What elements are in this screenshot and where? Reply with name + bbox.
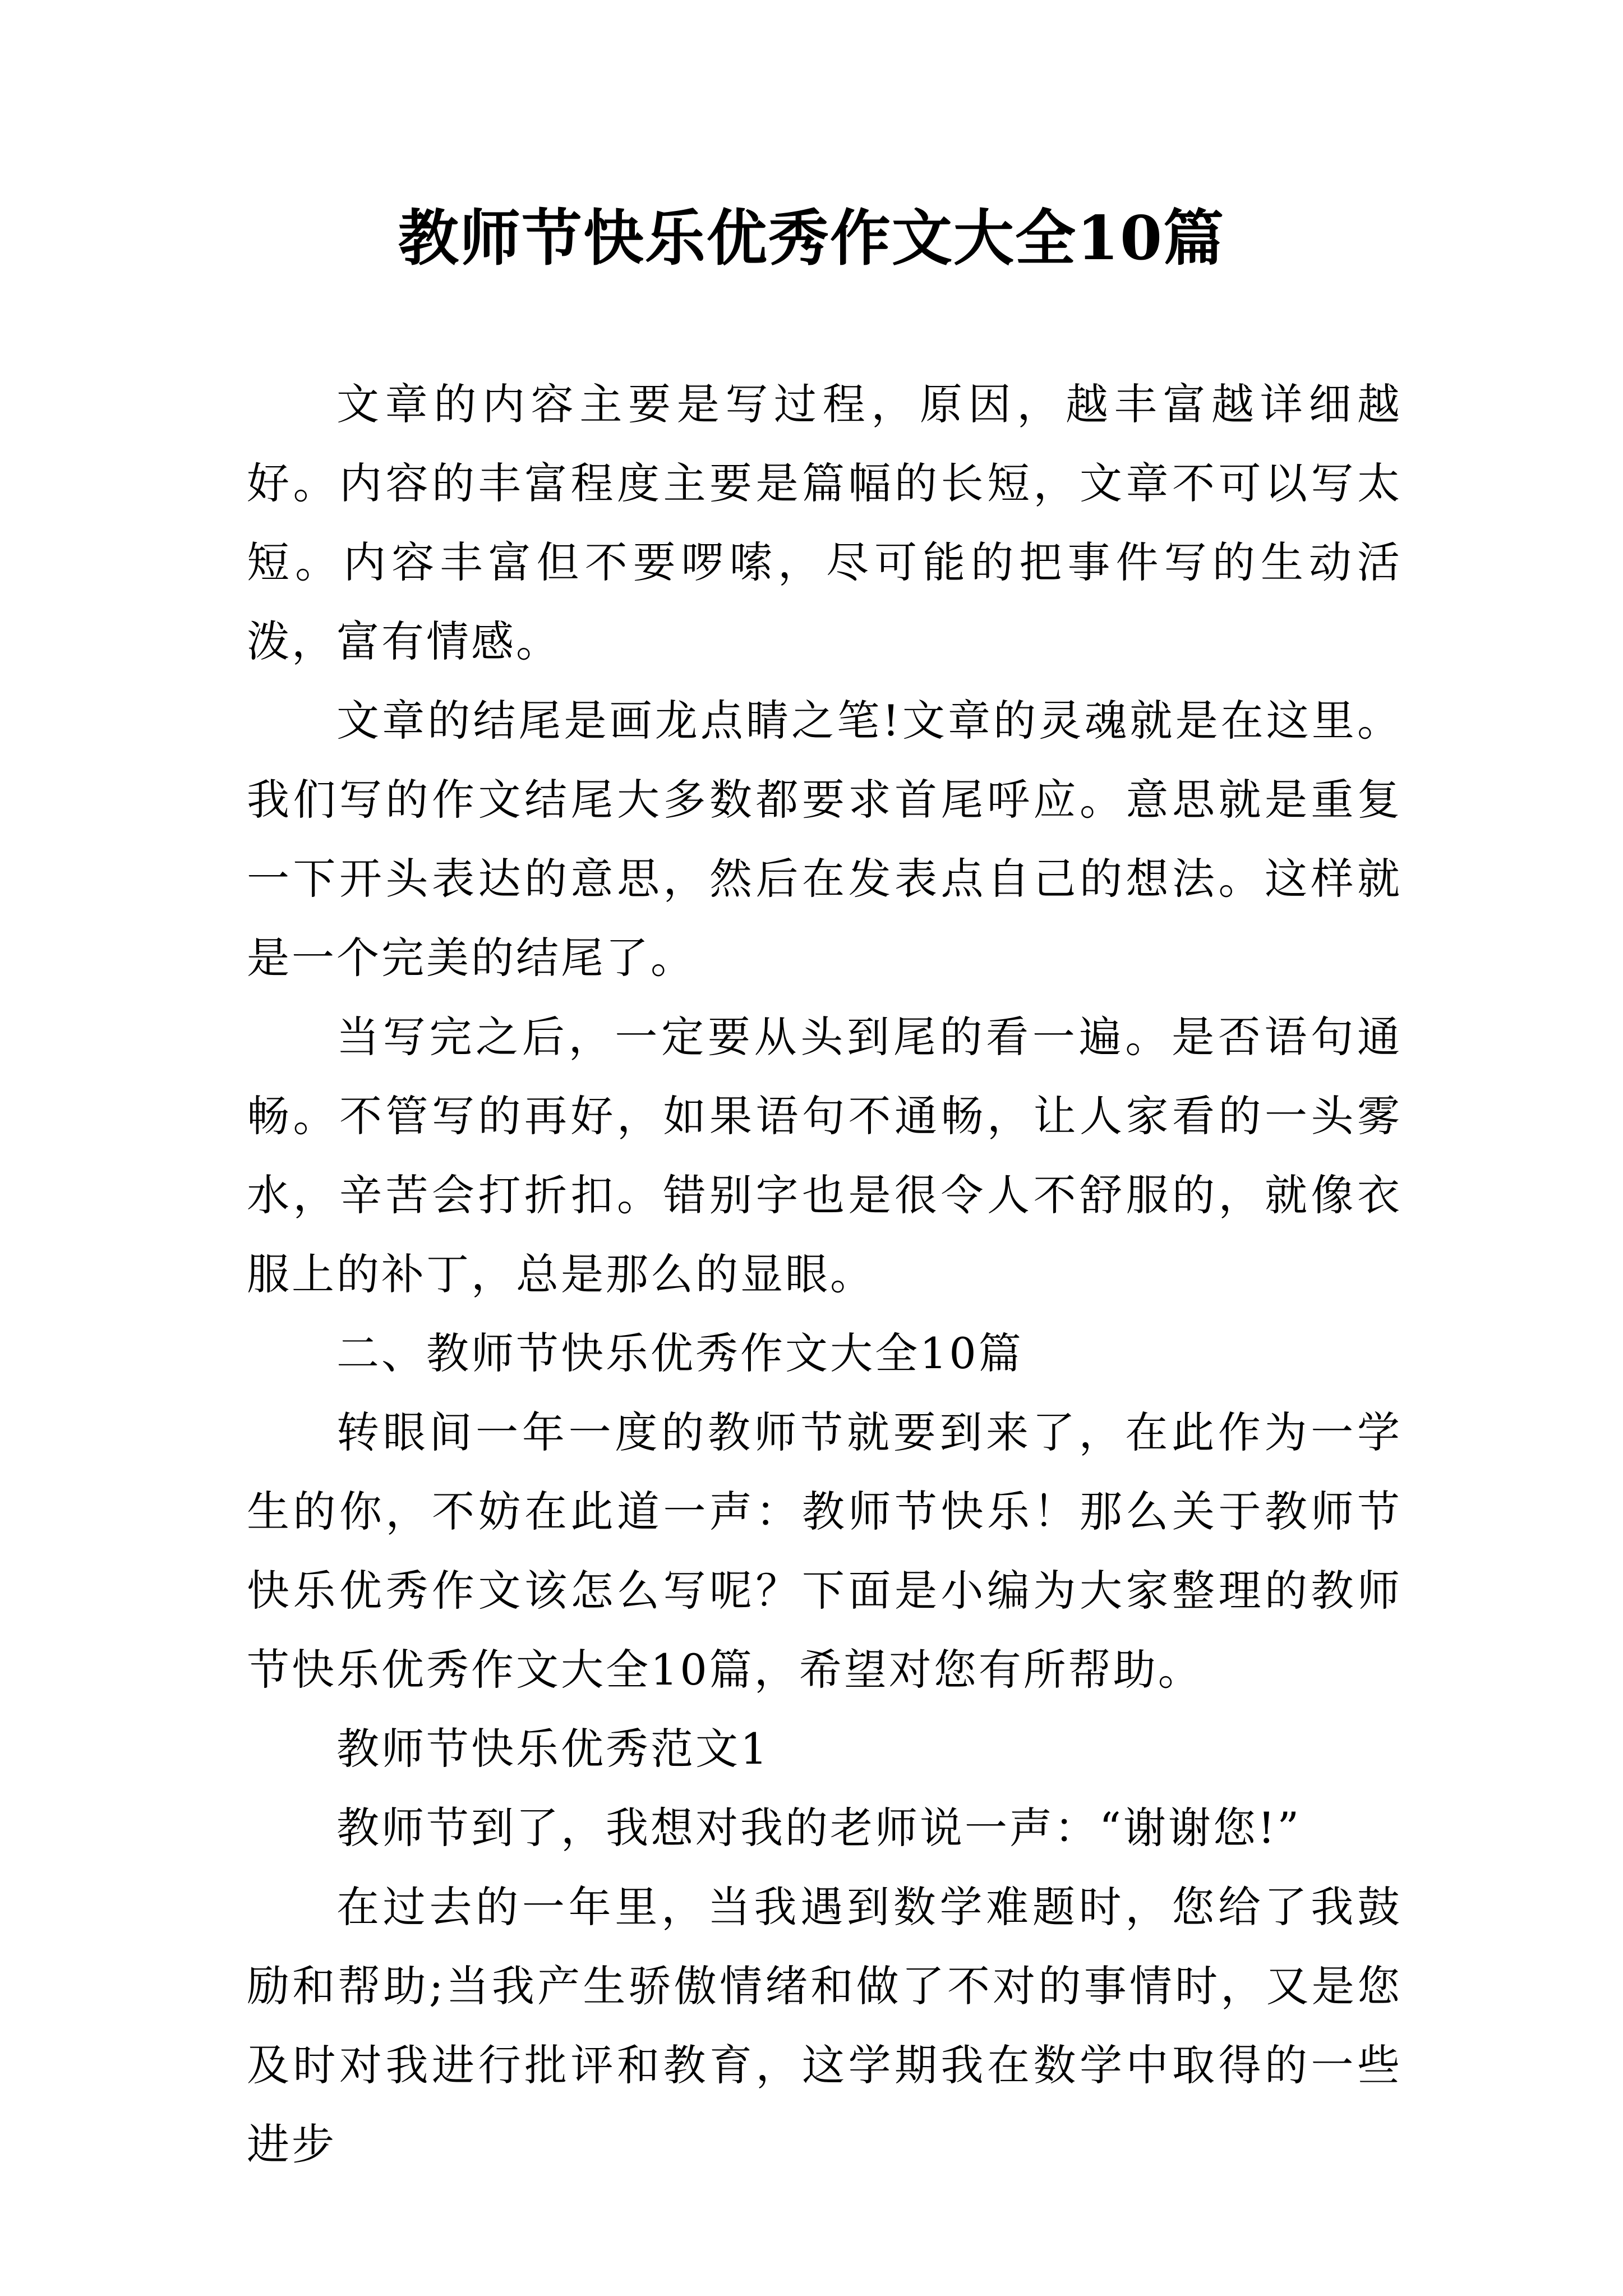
- paragraph-4: 转眼间一年一度的教师节就要到来了，在此作为一学生的你，不妨在此道一声：教师节快乐！那么关于教师节快乐优秀作文该怎么写呢？下面是小编为大家整理的教师节快乐优秀作文大全10篇，希望对您有所帮助。: [247, 1407, 1402, 1695]
- paragraph-5: 教师节到了，我想对我的老师说一声：“谢谢您!”: [336, 1803, 1302, 1853]
- paragraph-6: 在过去的一年里，当我遇到数学难题时，您给了我鼓励和帮助;当我产生骄傲情绪和做了不对的事情时，又是您及时对我进行批评和教育，这学期我在数学中取得的一些进步: [247, 1882, 1402, 2169]
- document-body: [247, 365, 1402, 2184]
- subheading-sample-1: 教师节快乐优秀范文1: [336, 1724, 770, 1774]
- paragraph-1: 文章的内容主要是写过程，原因，越丰富越详细越好。内容的丰富程度主要是篇幅的长短，文章不可以写太短。内容丰富但不要啰嗦，尽可能的把事件写的生动活泼，富有情感。: [247, 379, 1402, 666]
- section-heading: 二、教师节快乐优秀作文大全10篇: [336, 1328, 1023, 1378]
- document-title: 教师节快乐优秀作文大全10篇: [398, 203, 1225, 274]
- paragraph-3: 当写完之后，一定要从头到尾的看一遍。是否语句通畅。不管写的再好，如果语句不通畅，让人家看的一头雾水，辛苦会打折扣。错别字也是很令人不舒服的，就像衣服上的补丁，总是那么的显眼。: [247, 1012, 1402, 1299]
- paragraph-2: 文章的结尾是画龙点睛之笔!文章的灵魂就是在这里。我们写的作文结尾大多数都要求首尾呼应。意思就是重复一下开头表达的意思，然后在发表点自己的想法。这样就是一个完美的结尾了。: [247, 696, 1402, 983]
